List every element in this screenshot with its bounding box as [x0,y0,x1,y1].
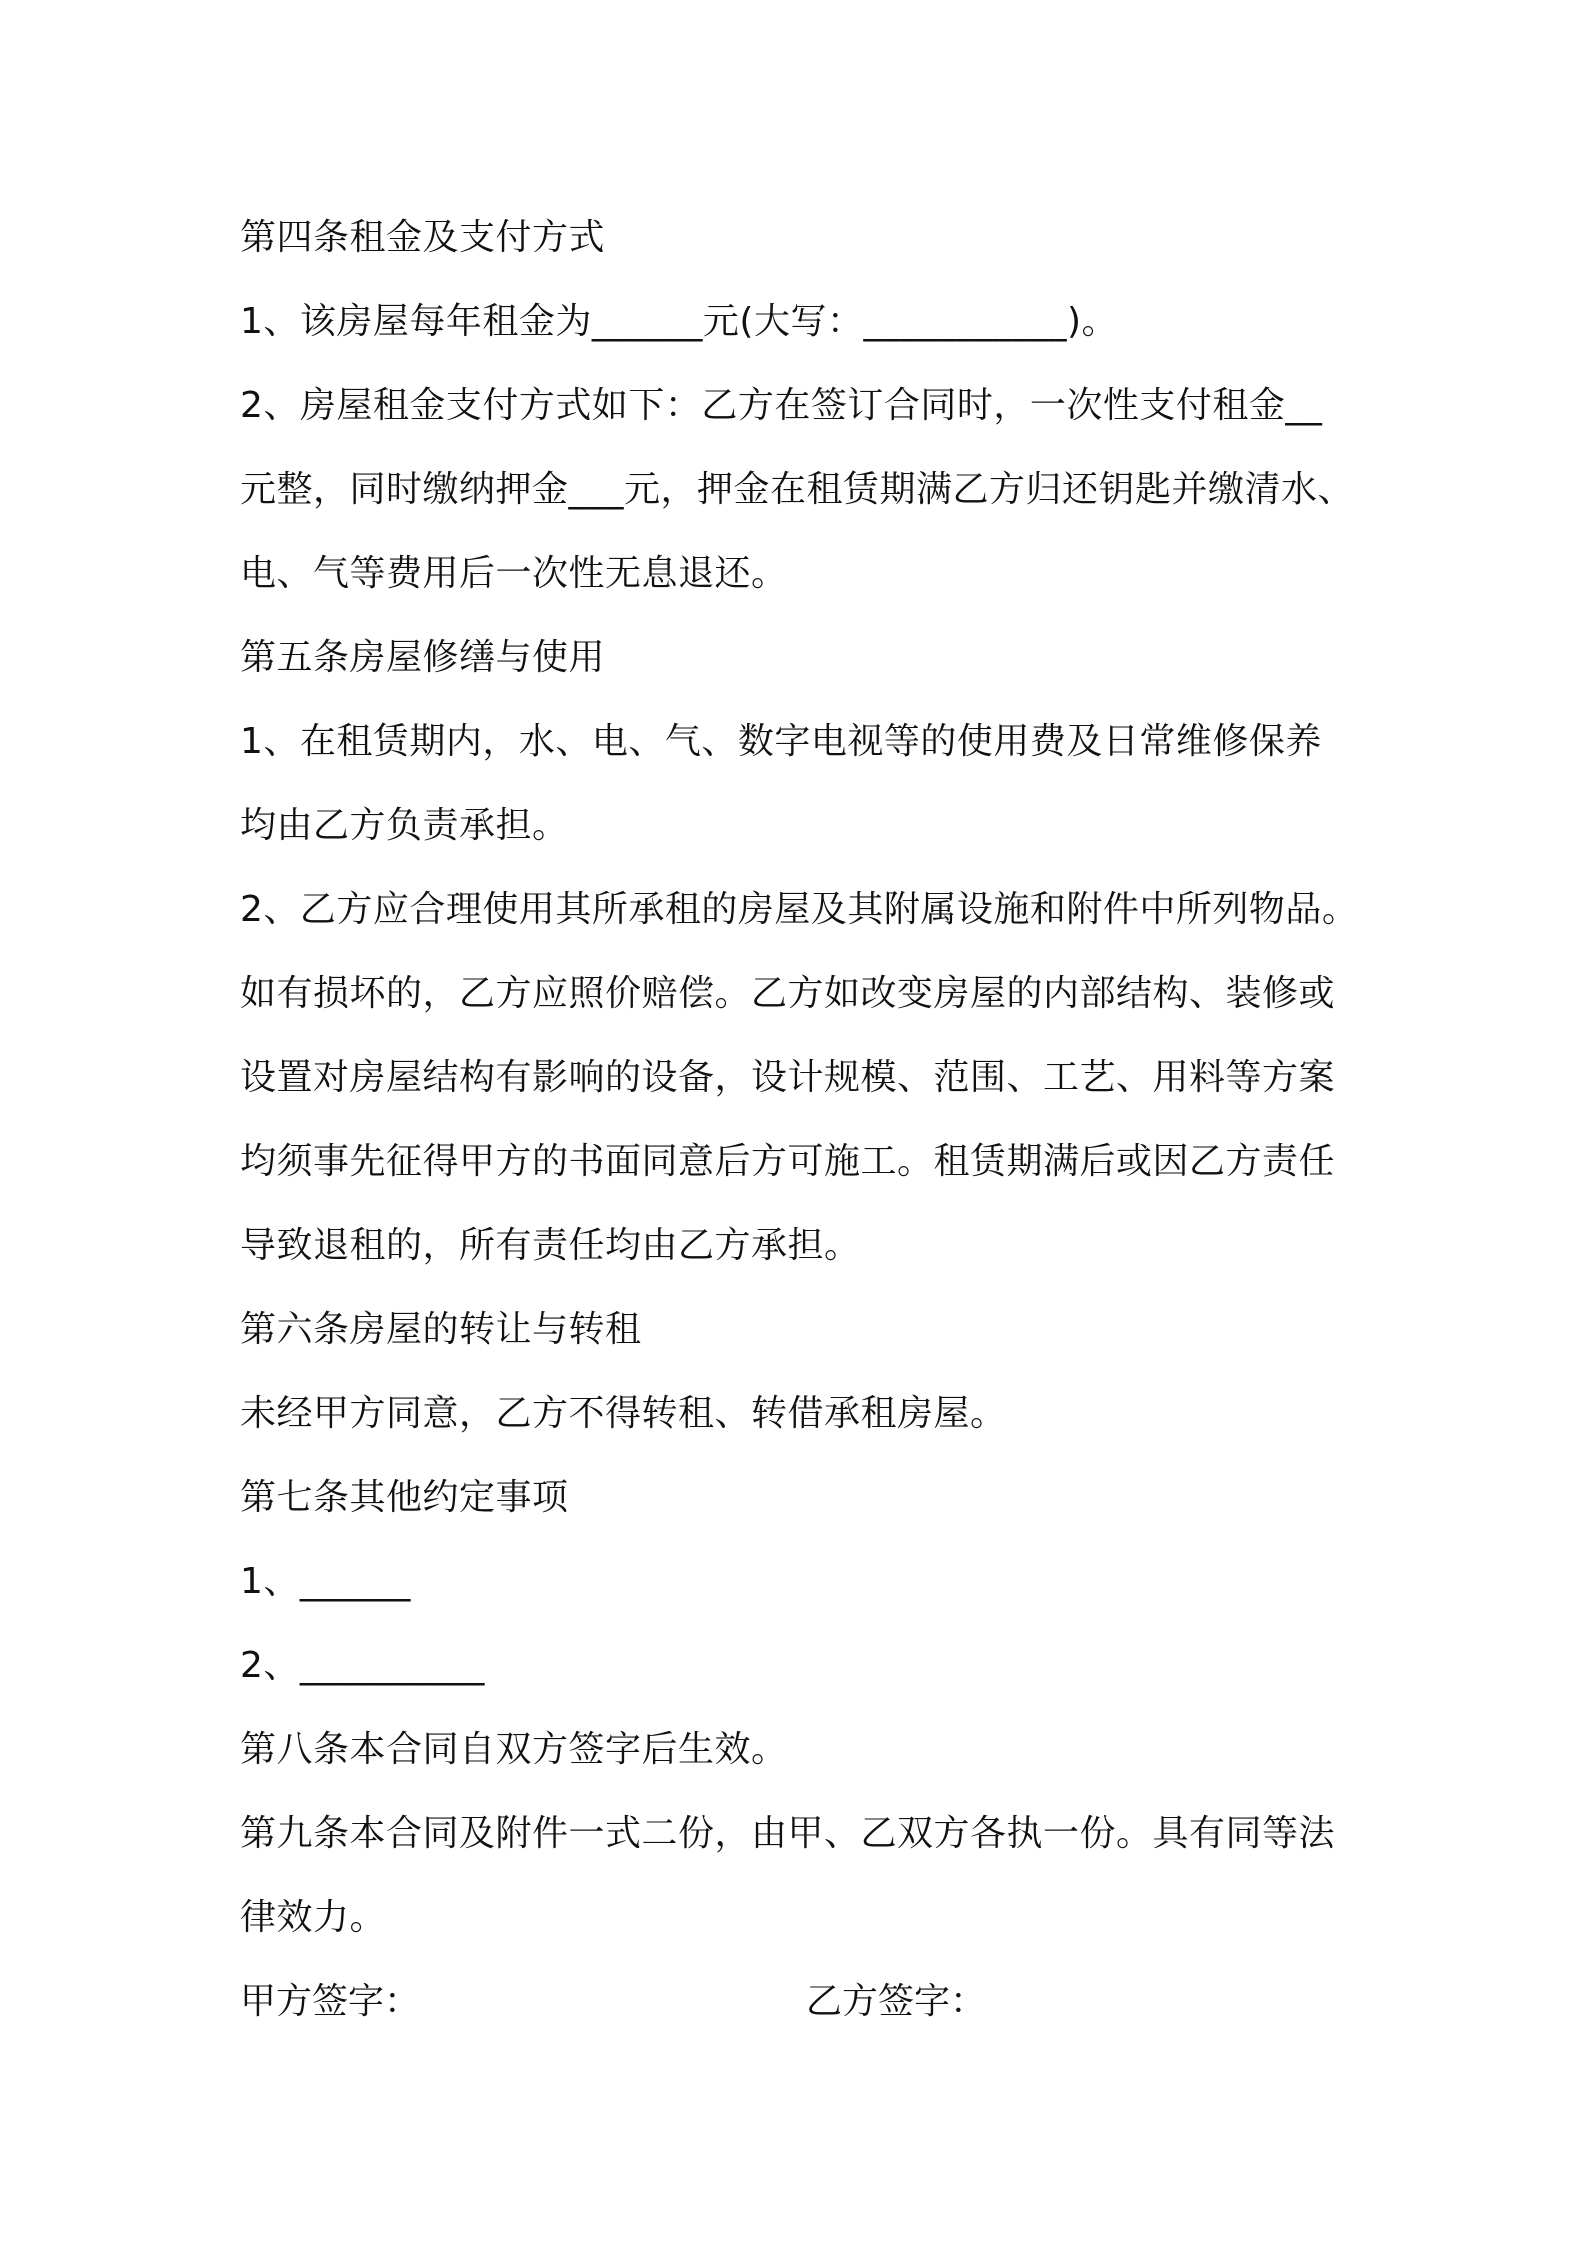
article-8: 第八条本合同自双方签字后生效。 [240,1729,788,1770]
article-6-text: 未经甲方同意，乙方不得转租、转借承租房屋。 [240,1393,1007,1434]
article-4-item-2-line-1: 2、房屋租金支付方式如下：乙方在签订合同时，一次性支付租金__ [240,385,1323,426]
article-5-item-2-line-1: 2、乙方应合理使用其所承租的房屋及其附属设施和附件中所列物品。 [240,889,1359,930]
article-5-heading: 第五条房屋修缮与使用 [240,637,606,678]
article-7-item-1: 1、______ [240,1561,411,1602]
article-5-item-1-line-2: 均由乙方负责承担。 [240,805,569,846]
article-4-item-1: 1、该房屋每年租金为______元(大写：___________)。 [240,301,1118,342]
article-7-item-2: 2、__________ [240,1645,485,1686]
article-5-item-2-line-4: 均须事先征得甲方的书面同意后方可施工。租赁期满后或因乙方责任 [240,1141,1336,1182]
contract-body [240,196,1380,2044]
signature-row [240,1960,1380,2044]
article-9-line-1: 第九条本合同及附件一式二份，由甲、乙双方各执一份。具有同等法 [240,1813,1336,1854]
article-5-item-2-line-3: 设置对房屋结构有影响的设备，设计规模、范围、工艺、用料等方案 [240,1057,1336,1098]
article-6-heading: 第六条房屋的转让与转租 [240,1309,642,1350]
party-a-signature-label: 甲方签字： [240,1981,421,2022]
article-5-item-2-line-5: 导致退租的，所有责任均由乙方承担。 [240,1225,861,1266]
article-9-line-2: 律效力。 [240,1897,387,1938]
article-4-item-2-line-3: 电、气等费用后一次性无息退还。 [240,553,788,594]
article-7-heading: 第七条其他约定事项 [240,1477,569,1518]
article-4-heading: 第四条租金及支付方式 [240,217,606,258]
party-b-signature-label: 乙方签字： [806,1981,987,2022]
article-4-item-2-line-2: 元整，同时缴纳押金___元，押金在租赁期满乙方归还钥匙并缴清水、 [240,469,1355,510]
article-5-item-1-line-1: 1、在租赁期内，水、电、气、数字电视等的使用费及日常维修保养 [240,721,1322,762]
article-5-item-2-line-2: 如有损坏的，乙方应照价赔偿。乙方如改变房屋的内部结构、装修或 [240,973,1336,1014]
